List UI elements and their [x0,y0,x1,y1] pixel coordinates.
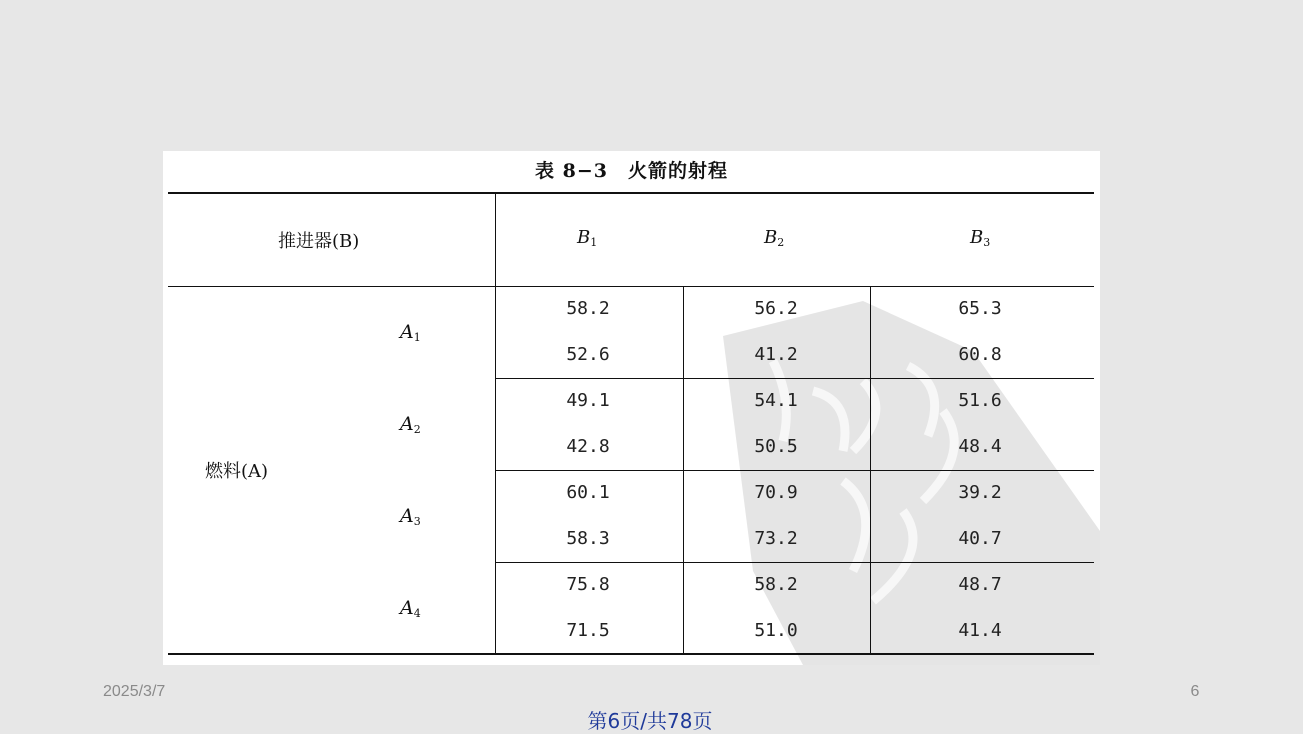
table-cell: 52.6 [566,344,610,365]
group-rule-2 [495,470,1094,471]
col-header-b3: $B_3$ [970,227,991,249]
table-cell: 41.2 [754,344,798,365]
top-rule [168,192,1094,194]
col-header-b2: $B_2$ [764,227,785,249]
table-cell: 60.8 [958,344,1002,365]
table-cell: 51.6 [958,390,1002,411]
table-cell: 58.3 [566,528,610,549]
table-cell: 48.7 [958,574,1002,595]
table-cell: 39.2 [958,482,1002,503]
table-cell: 42.8 [566,436,610,457]
table-cell: 56.2 [754,298,798,319]
range-table-image [163,151,1100,665]
slide-date: 2025/3/7 [103,683,166,700]
slide-number: 6 [1190,683,1200,700]
level-a3: $A_3$ [400,505,421,528]
table-cell: 54.1 [754,390,798,411]
page-indicator-link[interactable]: 第6页/共78页 [587,709,713,733]
group-rule-1 [495,378,1094,379]
level-a2: $A_2$ [400,413,421,436]
table-cell: 70.9 [754,482,798,503]
table-cell: 50.5 [754,436,798,457]
row-header-label: 推进器(B) [278,231,360,252]
table-cell: 58.2 [566,298,610,319]
table-cell: 40.7 [958,528,1002,549]
table-cell: 73.2 [754,528,798,549]
level-a1: $A_1$ [400,321,421,344]
table-cell: 51.0 [754,620,798,641]
factor-label: 燃料(A) [205,461,269,482]
table-cell: 65.3 [958,298,1002,319]
table-cell: 48.4 [958,436,1002,457]
table-caption: 表 8−3 火箭的射程 [535,160,728,182]
table-cell: 49.1 [566,390,610,411]
group-rule-3 [495,562,1094,563]
header-rule [168,286,1094,287]
bottom-rule [168,653,1094,655]
table-cell: 71.5 [566,620,610,641]
table-cell: 58.2 [754,574,798,595]
table-cell: 75.8 [566,574,610,595]
level-a4: $A_4$ [400,597,421,620]
col-header-b1: $B_1$ [577,227,598,249]
table-cell: 41.4 [958,620,1002,641]
header-divider [495,193,496,654]
table-cell: 60.1 [566,482,610,503]
